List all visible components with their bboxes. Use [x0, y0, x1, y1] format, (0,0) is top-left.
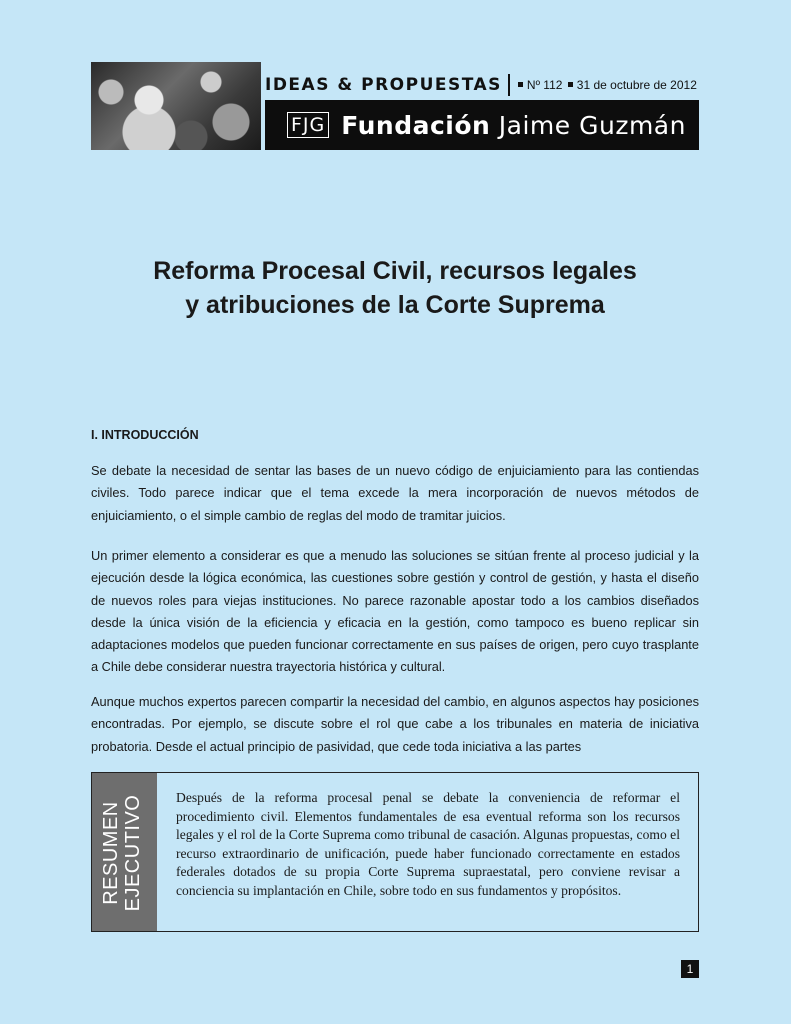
series-title: IDEAS & PROPUESTAS: [265, 75, 502, 95]
org-bar: [265, 100, 699, 150]
title-line-1: Reforma Procesal Civil, recursos legales: [153, 257, 637, 285]
org-logo: FJG: [287, 112, 329, 138]
bullet-icon: [568, 82, 573, 87]
summary-label-line-2: EJECUTIVO: [122, 794, 144, 912]
series-separator: [508, 74, 510, 96]
title-line-2: y atribuciones de la Corte Suprema: [185, 291, 605, 319]
summary-label: [100, 783, 144, 923]
paragraph: Se debate la necesidad de sentar las bases de un nuevo código de enjuiciamiento para las contiendas civiles. Todo parece indicar que el tema excede la mera incorporación de nuevos métodos de enjuiciamiento, o el simple cambio de reglas del modo de tramitar juicios.: [91, 463, 699, 523]
org-name-light: Jaime Guzmán: [498, 110, 686, 140]
issue-info: [516, 78, 697, 92]
paragraph: Aunque muchos expertos parecen compartir la necesidad del cambio, en algunos aspectos hay posiciones encontradas. Por ejemplo, se discute sobre el rol que cabe a los tribunales en materia de iniciativa probatoria. Desde el actual principio de pasividad, que cede toda iniciativa a las partes: [91, 694, 699, 754]
issue-number: Nº 112: [526, 78, 563, 92]
series-line: [265, 72, 699, 98]
summary-label-line-1: RESUMEN: [100, 801, 122, 905]
section-heading: I. INTRODUCCIÓN: [91, 428, 199, 442]
org-name: [341, 111, 686, 140]
document-title: [91, 254, 699, 322]
paragraph: Un primer elemento a considerar es que a menudo las soluciones se sitúan frente al proceso judicial y la ejecución desde la lógica económica, las cuestiones sobre gestión y control de gestión, y hasta el diseño de nuevos roles para viejas instituciones. No parece razonable apostar todo a los cambios diseñados desde la única visión de la eficiencia y eficacia en la gestión, como tampoco es bueno replicar sin adaptaciones modelos que pueden funcionar correctamente en sus países de origen, pero cuyo trasplante a Chile debe considerar nuestra trayectoria histórica y cultural.: [91, 548, 699, 675]
masthead-photo: [91, 62, 261, 150]
executive-summary-box: [91, 772, 699, 932]
bullet-icon: [518, 82, 523, 87]
page-number: 1: [681, 960, 699, 978]
masthead: [91, 62, 699, 150]
summary-sidebar: [92, 773, 157, 931]
summary-text: Después de la reforma procesal penal se debate la conveniencia de reformar el procedimiento civil. Elementos fundamentales de esa eventual reforma son los recursos legales y el rol de la Corte Suprema como tribunal de casación. Algunas propuestas, como el recurso extraordinario de unificación, puede haber funcionado correctamente en estados federales dotados de su propia Corte Suprema supraestatal, pero conviene revisar a conciencia su implantación en Chile, sobre todo en sus fundamentos y propósitos.: [176, 790, 680, 898]
org-name-bold: Fundación: [341, 110, 491, 140]
issue-date: 31 de octubre de 2012: [576, 78, 697, 92]
